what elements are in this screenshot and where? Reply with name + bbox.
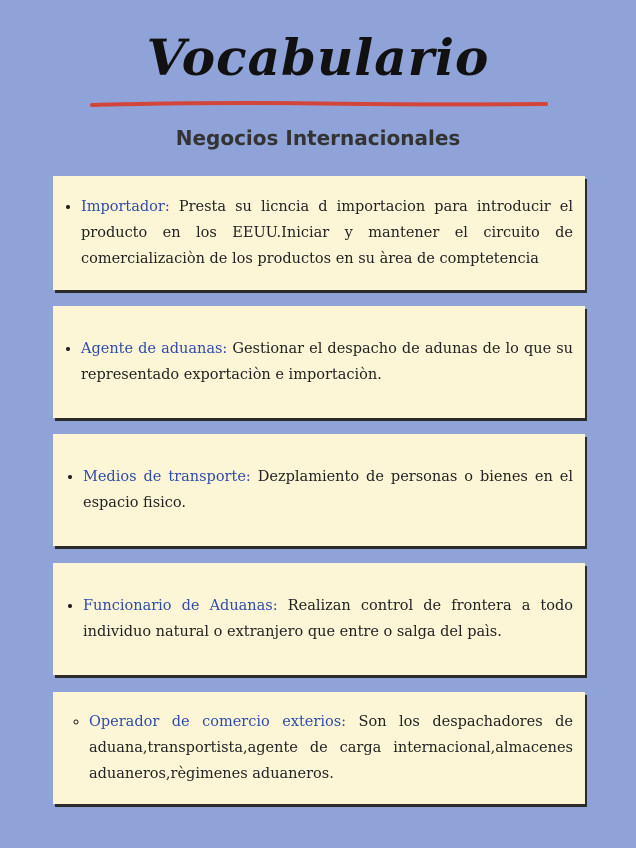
vocab-term: Agente de aduanas: (81, 341, 228, 357)
vocab-term: Funcionario de Aduanas: (83, 598, 278, 614)
vocab-definition: Dezplamiento de personas o bienes en el espacio fisico. (83, 469, 573, 511)
page-title: Vocabulario (146, 28, 490, 87)
vocab-term: Operador de comercio exterios: (89, 714, 347, 730)
vocab-card-funcionario-aduanas (53, 563, 585, 675)
vocab-item (83, 593, 573, 645)
vocab-card-medios-transporte (53, 434, 585, 546)
vocab-item (89, 709, 573, 787)
vocab-term: Importador: (81, 199, 170, 215)
title-underline (90, 100, 548, 108)
vocab-list (53, 336, 585, 388)
vocab-item (81, 194, 573, 272)
vocab-definition: Gestionar el despacho de adunas de lo que su representado exportaciòn e importaciòn. (81, 341, 573, 383)
vocab-list (53, 464, 585, 516)
page-subtitle: Negocios Internacionales (175, 126, 461, 150)
vocab-card-operador-comercio (53, 692, 585, 804)
vocab-card-importador (53, 176, 585, 290)
vocab-item (81, 336, 573, 388)
vocab-list (53, 709, 585, 787)
vocab-list (53, 593, 585, 645)
vocab-definition: Realizan control de frontera a todo individuo natural o extranjero que entre o salga del paìs. (83, 598, 574, 640)
vocab-definition: Presta su licncia d importacion para introducir el producto en los EEUU.Iniciar y mantener el circuito de comercializaciòn de los productos en su àrea de comptetencia (81, 199, 573, 267)
vocab-card-agente-aduanas (53, 306, 585, 418)
vocab-item (83, 464, 573, 516)
vocab-definition: Son los despachadores de aduana,transportista,agente de carga internacional,almacenes aduaneros,règimenes aduaneros. (89, 714, 573, 782)
vocab-term: Medios de transporte: (83, 469, 251, 485)
vocab-list (53, 194, 585, 272)
